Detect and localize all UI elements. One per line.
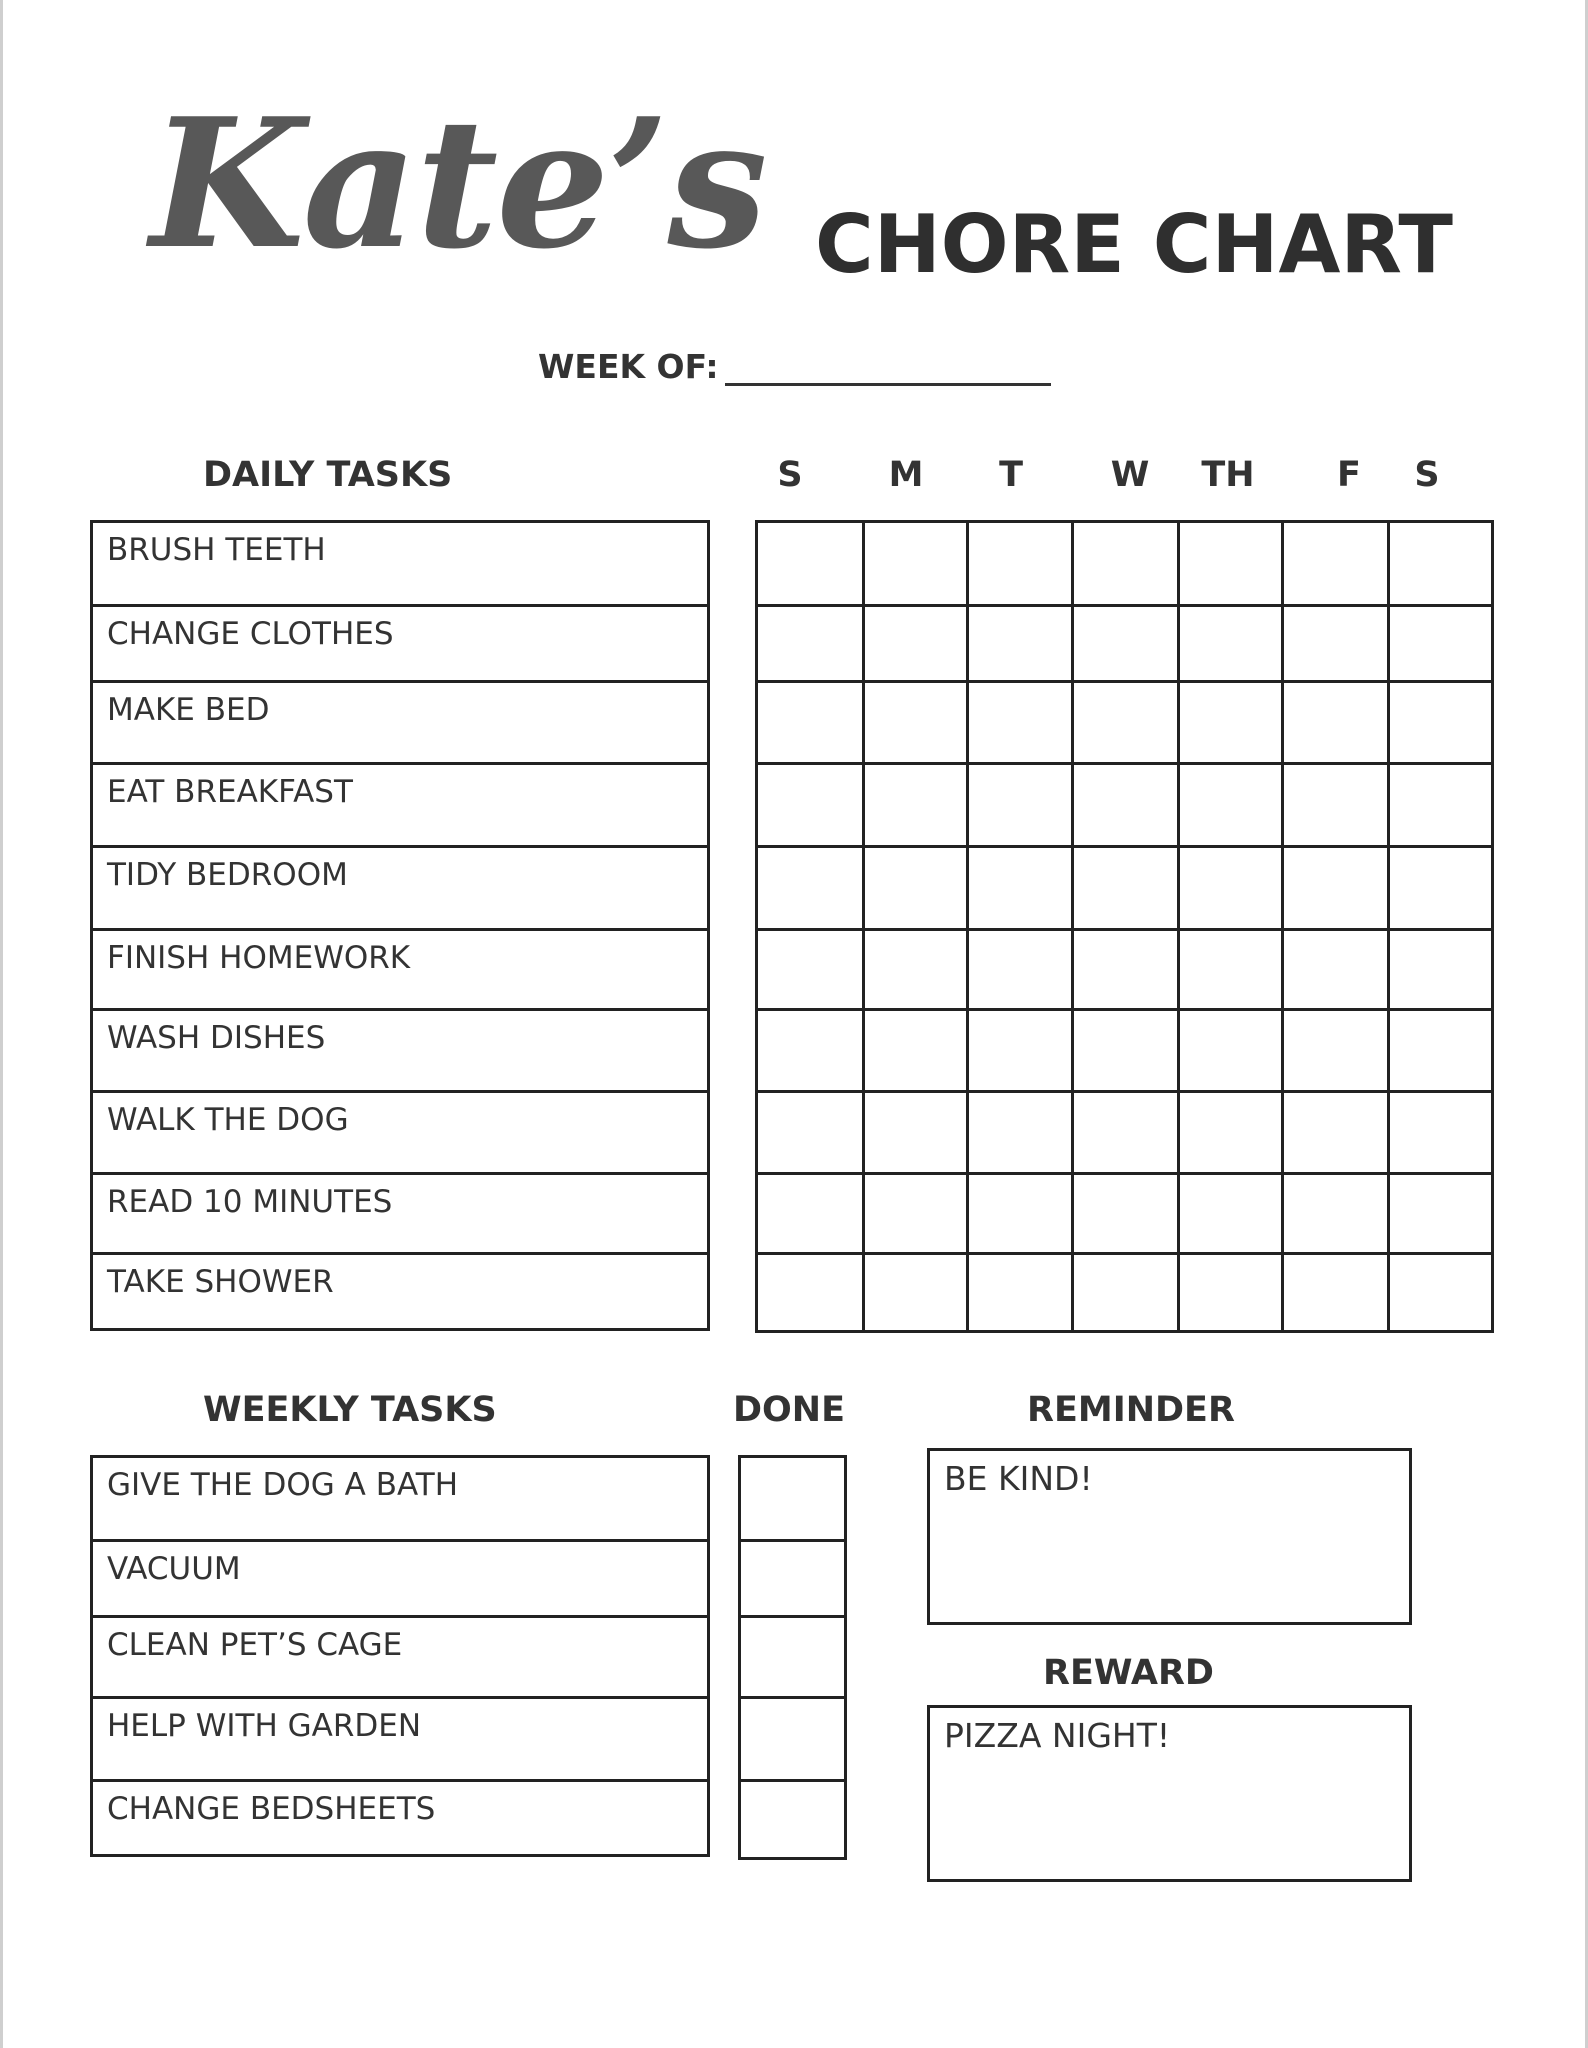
done-check-cell[interactable] [741, 1782, 844, 1857]
daily-task-row: TAKE SHOWER [107, 1264, 334, 1300]
reward-heading: REWARD [1043, 1653, 1214, 1693]
reminder-box: BE KIND! [927, 1448, 1412, 1625]
daily-check-cell[interactable] [1074, 931, 1177, 1008]
daily-check-cell[interactable] [969, 1175, 1071, 1252]
daily-check-cell[interactable] [1390, 1255, 1491, 1330]
daily-task-row: FINISH HOMEWORK [93, 931, 707, 1011]
daily-check-cell[interactable] [1180, 848, 1281, 928]
daily-check-cell[interactable] [865, 1093, 966, 1172]
daily-check-cell[interactable] [969, 1093, 1071, 1172]
daily-check-cell[interactable] [1074, 523, 1177, 604]
done-check-cell[interactable] [741, 1618, 844, 1696]
done-check-column [738, 1455, 847, 1860]
daily-check-cell[interactable] [865, 848, 966, 928]
done-check-cell[interactable] [741, 1699, 844, 1779]
daily-check-cell[interactable] [969, 1011, 1071, 1090]
day-label: W [1110, 455, 1150, 495]
daily-check-cell[interactable] [758, 683, 862, 762]
daily-check-cell[interactable] [865, 523, 966, 604]
daily-check-cell[interactable] [1284, 848, 1387, 928]
daily-tasks-list [90, 520, 710, 1331]
done-check-cell[interactable] [741, 1542, 844, 1615]
daily-task-row: CHANGE CLOTHES [93, 607, 707, 683]
weekly-task-row: VACUUM [93, 1542, 707, 1618]
daily-check-cell[interactable] [1180, 1255, 1281, 1330]
daily-check-cell[interactable] [1074, 848, 1177, 928]
weekly-task-row: GIVE THE DOG A BATH [93, 1458, 707, 1542]
daily-check-cell[interactable] [758, 931, 862, 1008]
daily-check-cell[interactable] [1074, 1011, 1177, 1090]
daily-check-cell[interactable] [1390, 848, 1491, 928]
daily-check-cell[interactable] [969, 848, 1071, 928]
weekly-task-row: HELP WITH GARDEN [93, 1699, 707, 1782]
daily-check-cell[interactable] [1284, 607, 1387, 680]
day-label: S [777, 455, 803, 495]
daily-check-cell[interactable] [1180, 931, 1281, 1008]
daily-task-row: BRUSH TEETH [93, 523, 707, 607]
reward-box: PIZZA NIGHT! [927, 1705, 1412, 1882]
daily-check-cell[interactable] [1074, 1255, 1177, 1330]
daily-task-row: EAT BREAKFAST [93, 765, 707, 848]
daily-check-cell[interactable] [1284, 931, 1387, 1008]
daily-check-cell[interactable] [758, 1011, 862, 1090]
daily-check-cell[interactable] [865, 765, 966, 845]
day-label: S [1414, 455, 1440, 495]
daily-check-cell[interactable] [969, 931, 1071, 1008]
daily-check-cell[interactable] [758, 607, 862, 680]
daily-check-cell[interactable] [1390, 931, 1491, 1008]
daily-check-cell[interactable] [865, 1255, 966, 1330]
week-of-label: WEEK OF: [538, 347, 719, 386]
daily-check-cell[interactable] [1074, 765, 1177, 845]
daily-check-cell[interactable] [1180, 765, 1281, 845]
daily-check-cell[interactable] [969, 523, 1071, 604]
day-label: T [999, 455, 1023, 495]
daily-check-cell[interactable] [758, 523, 862, 604]
daily-check-cell[interactable] [1180, 607, 1281, 680]
daily-check-cell[interactable] [865, 607, 966, 680]
done-heading: DONE [733, 1390, 846, 1430]
daily-check-cell[interactable] [1390, 1093, 1491, 1172]
daily-check-cell[interactable] [1284, 1093, 1387, 1172]
daily-check-cell[interactable] [865, 683, 966, 762]
daily-check-cell[interactable] [1180, 1093, 1281, 1172]
daily-check-cell[interactable] [969, 765, 1071, 845]
day-label: TH [1201, 455, 1255, 495]
daily-check-cell[interactable] [1284, 523, 1387, 604]
page-edge-left [0, 0, 3, 2048]
daily-check-cell[interactable] [1074, 607, 1177, 680]
daily-check-cell[interactable] [1284, 683, 1387, 762]
daily-task-row: MAKE BED [93, 683, 707, 765]
daily-check-cell[interactable] [1390, 683, 1491, 762]
chart-owner-name: Kate’s [150, 79, 766, 288]
daily-check-cell[interactable] [1390, 765, 1491, 845]
daily-check-cell[interactable] [1074, 1093, 1177, 1172]
daily-check-cell[interactable] [758, 765, 862, 845]
week-of-field[interactable] [725, 383, 1051, 386]
daily-check-cell[interactable] [758, 1093, 862, 1172]
daily-check-cell[interactable] [969, 683, 1071, 762]
done-check-cell[interactable] [741, 1458, 844, 1539]
daily-check-cell[interactable] [1390, 1011, 1491, 1090]
daily-check-cell[interactable] [1390, 1175, 1491, 1252]
chart-title: CHORE CHART [815, 198, 1453, 291]
daily-check-cell[interactable] [865, 931, 966, 1008]
daily-check-cell[interactable] [1180, 523, 1281, 604]
daily-check-cell[interactable] [758, 1255, 862, 1330]
daily-check-cell[interactable] [1180, 1011, 1281, 1090]
daily-check-cell[interactable] [1284, 1255, 1387, 1330]
weekly-task-row: CLEAN PET’S CAGE [93, 1618, 707, 1699]
daily-task-row: WASH DISHES [93, 1011, 707, 1093]
daily-check-cell[interactable] [1390, 607, 1491, 680]
reminder-heading: REMINDER [1027, 1390, 1235, 1430]
daily-check-cell[interactable] [758, 1175, 862, 1252]
daily-check-cell[interactable] [865, 1011, 966, 1090]
daily-check-cell[interactable] [1074, 1175, 1177, 1252]
daily-check-cell[interactable] [969, 607, 1071, 680]
day-label: F [1337, 455, 1361, 495]
day-label: M [888, 455, 924, 495]
weekly-tasks-heading: WEEKLY TASKS [203, 1390, 497, 1430]
daily-check-cell[interactable] [1284, 1175, 1387, 1252]
daily-task-row: WALK THE DOG [93, 1093, 707, 1175]
daily-check-cell[interactable] [1284, 765, 1387, 845]
daily-tasks-heading: DAILY TASKS [203, 455, 453, 495]
daily-check-cell[interactable] [758, 848, 862, 928]
daily-check-grid [755, 520, 1494, 1333]
daily-task-row: READ 10 MINUTES [93, 1175, 707, 1255]
daily-check-cell[interactable] [865, 1175, 966, 1252]
weekly-task-row: CHANGE BEDSHEETS [107, 1791, 436, 1827]
weekly-tasks-list [90, 1455, 710, 1857]
daily-check-cell[interactable] [1180, 1175, 1281, 1252]
daily-check-cell[interactable] [1074, 683, 1177, 762]
daily-check-cell[interactable] [1390, 523, 1491, 604]
daily-check-cell[interactable] [969, 1255, 1071, 1330]
daily-check-cell[interactable] [1284, 1011, 1387, 1090]
daily-check-cell[interactable] [1180, 683, 1281, 762]
daily-task-row: TIDY BEDROOM [93, 848, 707, 931]
